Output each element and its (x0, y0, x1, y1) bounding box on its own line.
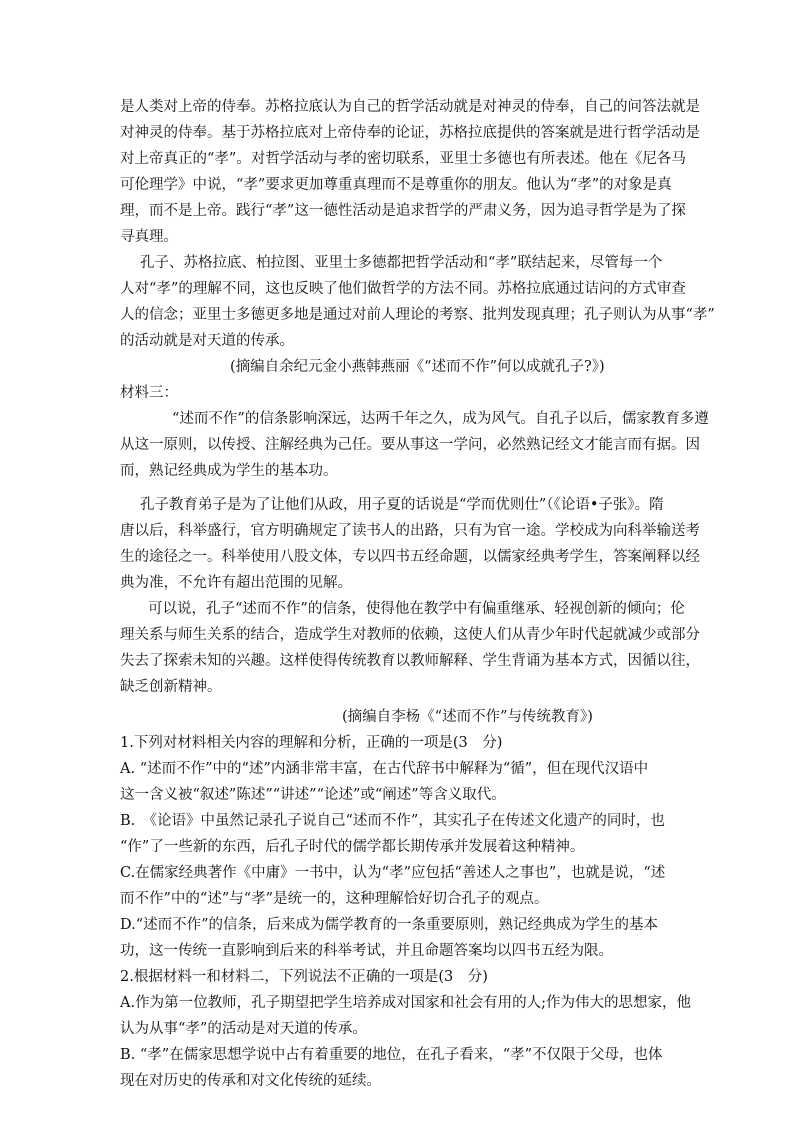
text-line: 认为从事“孝”的活动是对天道的传承。 (120, 1021, 367, 1037)
material3-paragraph3 (120, 596, 760, 700)
material2-paragraph1 (120, 94, 760, 250)
text-line: 孔子教育弟子是为了让他们从政，用子夏的话说是“学而优则仕”（《论语•子张》。隋 (140, 497, 664, 513)
option-a (120, 756, 760, 808)
material3-label: 材料三： (120, 385, 178, 401)
material2-paragraph2 (120, 250, 760, 354)
text-line: 典为准，不允许有超出范围的见解。 (120, 575, 352, 591)
text-line: A. “述而不作”中的“述”内涵非常丰富，在古代辞书中解释为“循”，但在现代汉语中 (120, 761, 649, 777)
text-line: A.作为第一位教师，孔子期望把学生培养成对国家和社会有用的人;作为伟大的思想家，他 (120, 995, 691, 1011)
question-stem: 2.根据材料一和材料二，下列说法不正确的一项是(3 分) (120, 969, 488, 985)
text-line: 可伦理学》中说，“孝”要求更加尊重真理而不是尊重你的朋友。他认为“孝”的对象是真 (120, 177, 672, 193)
text-line: 的活动就是对天道的传承。 (120, 333, 294, 349)
question-2 (120, 964, 760, 1094)
text-line: 而不作”中的“述”与“孝”是统一的，这种理解恰好切合孔子的观点。 (120, 891, 549, 907)
option-a (120, 990, 760, 1042)
text-line: 可以说，孔子“述而不作”的信条，使得他在教学中有偏重继承、轻视创新的倾向；伦 (148, 601, 685, 617)
text-line: 现在对历史的传承和对文化传统的延续。 (120, 1073, 381, 1089)
material3-paragraph2 (120, 492, 760, 596)
text-line: 人的信念；亚里士多德更多地是通过对前人理论的考察、批判发现真理；孔子则认为从事“孝” (120, 307, 715, 323)
source-citation-2: (摘编自余纪元金小燕韩燕丽《“述而不作”何以成就孔子?》) (230, 359, 605, 375)
text-line: 对上帝真正的“孝”。对哲学活动与孝的密切联系，亚里士多德也有所表述。他在《尼各马 (120, 151, 686, 167)
text-line: 对神灵的侍奉。基于苏格拉底对上帝侍奉的论证，苏格拉底提供的答案就是进行哲学活动是 (120, 125, 700, 141)
text-line: “作”了一些新的东西，后孔子时代的儒学都长期传承并发展着这种精神。 (120, 839, 585, 855)
text-line: 从这一原则，以传授、注解经典为己任。要从事这一学问，必然熟记经文才能言而有据。因 (120, 437, 700, 453)
option-b (120, 808, 760, 860)
text-line: 功，这一传统一直影响到后来的科举考试，并且命题答案均以四书五经为限。 (120, 943, 613, 959)
text-line: 生的途径之一。科举使用八股文体，专以四书五经命题，以儒家经典考学生，答案阐释以经 (120, 549, 700, 565)
text-line: B. 《论语》中虽然记录孔子说自己“述而不作”，其实孔子在传述文化遗产的同时，也 (120, 813, 665, 829)
option-b (120, 1042, 760, 1094)
source-citation-3: (摘编自李杨《“述而不作”与传统教育》) (342, 709, 593, 725)
text-line: C.在儒家经典著作《中庸》一书中，认为“孝”应包括“善述人之事也”，也就是说，“述 (120, 865, 666, 881)
text-line: 失去了探索未知的兴趣。这样使得传统教育以教师解释、学生背诵为基本方式，因循以往， (120, 653, 700, 669)
text-line: D.“述而不作”的信条，后来成为儒学教育的一条重要原则，熟记经典成为学生的基本 (120, 917, 659, 933)
text-line: 人对“孝”的理解不同，这也反映了他们做哲学的方法不同。苏格拉底通过诘问的方式审查 (120, 281, 686, 297)
text-line: 理关系与师生关系的结合，造成学生对教师的依赖，这使人们从青少年时代起就减少或部分 (120, 627, 700, 643)
text-line: 寻真理。 (120, 229, 178, 245)
option-d (120, 912, 760, 964)
question-1 (120, 730, 760, 964)
document-page (120, 94, 760, 1094)
text-line: 这一含义被“叙述”陈述”“讲述”“论述”或“阐述”等含义取代。 (120, 787, 506, 803)
text-line: “述而不作”的信条影响深远，达两千年之久，成为风气。自孔子以后，儒家教育多遵 (172, 411, 709, 427)
option-c (120, 860, 760, 912)
question-stem: 1.下列对材料相关内容的理解和分析，正确的一项是(3 分) (120, 735, 503, 751)
text-line: 孔子、苏格拉底、柏拉图、亚里士多德都把哲学活动和“孝”联结起来，尽管每一个 (140, 255, 663, 271)
text-line: 缺乏创新精神。 (120, 679, 222, 695)
text-line: 而，熟记经典成为学生的基本功。 (120, 463, 338, 479)
text-line: 唐以后，科举盛行，官方明确规定了读书人的出路，只有为官一途。学校成为向科举输送考 (120, 523, 700, 539)
text-line: 理，而不是上帝。践行“孝”这一德性活动是追求哲学的严肃义务，因为追寻哲学是为了探 (120, 203, 686, 219)
material3-paragraph1 (120, 406, 760, 484)
text-line: 是人类对上帝的侍奉。苏格拉底认为自己的哲学活动就是对神灵的侍奉，自己的问答法就是 (120, 99, 700, 115)
text-line: B. “孝”在儒家思想学说中占有着重要的地位，在孔子看来，“孝”不仅限于父母，也体 (120, 1047, 663, 1063)
